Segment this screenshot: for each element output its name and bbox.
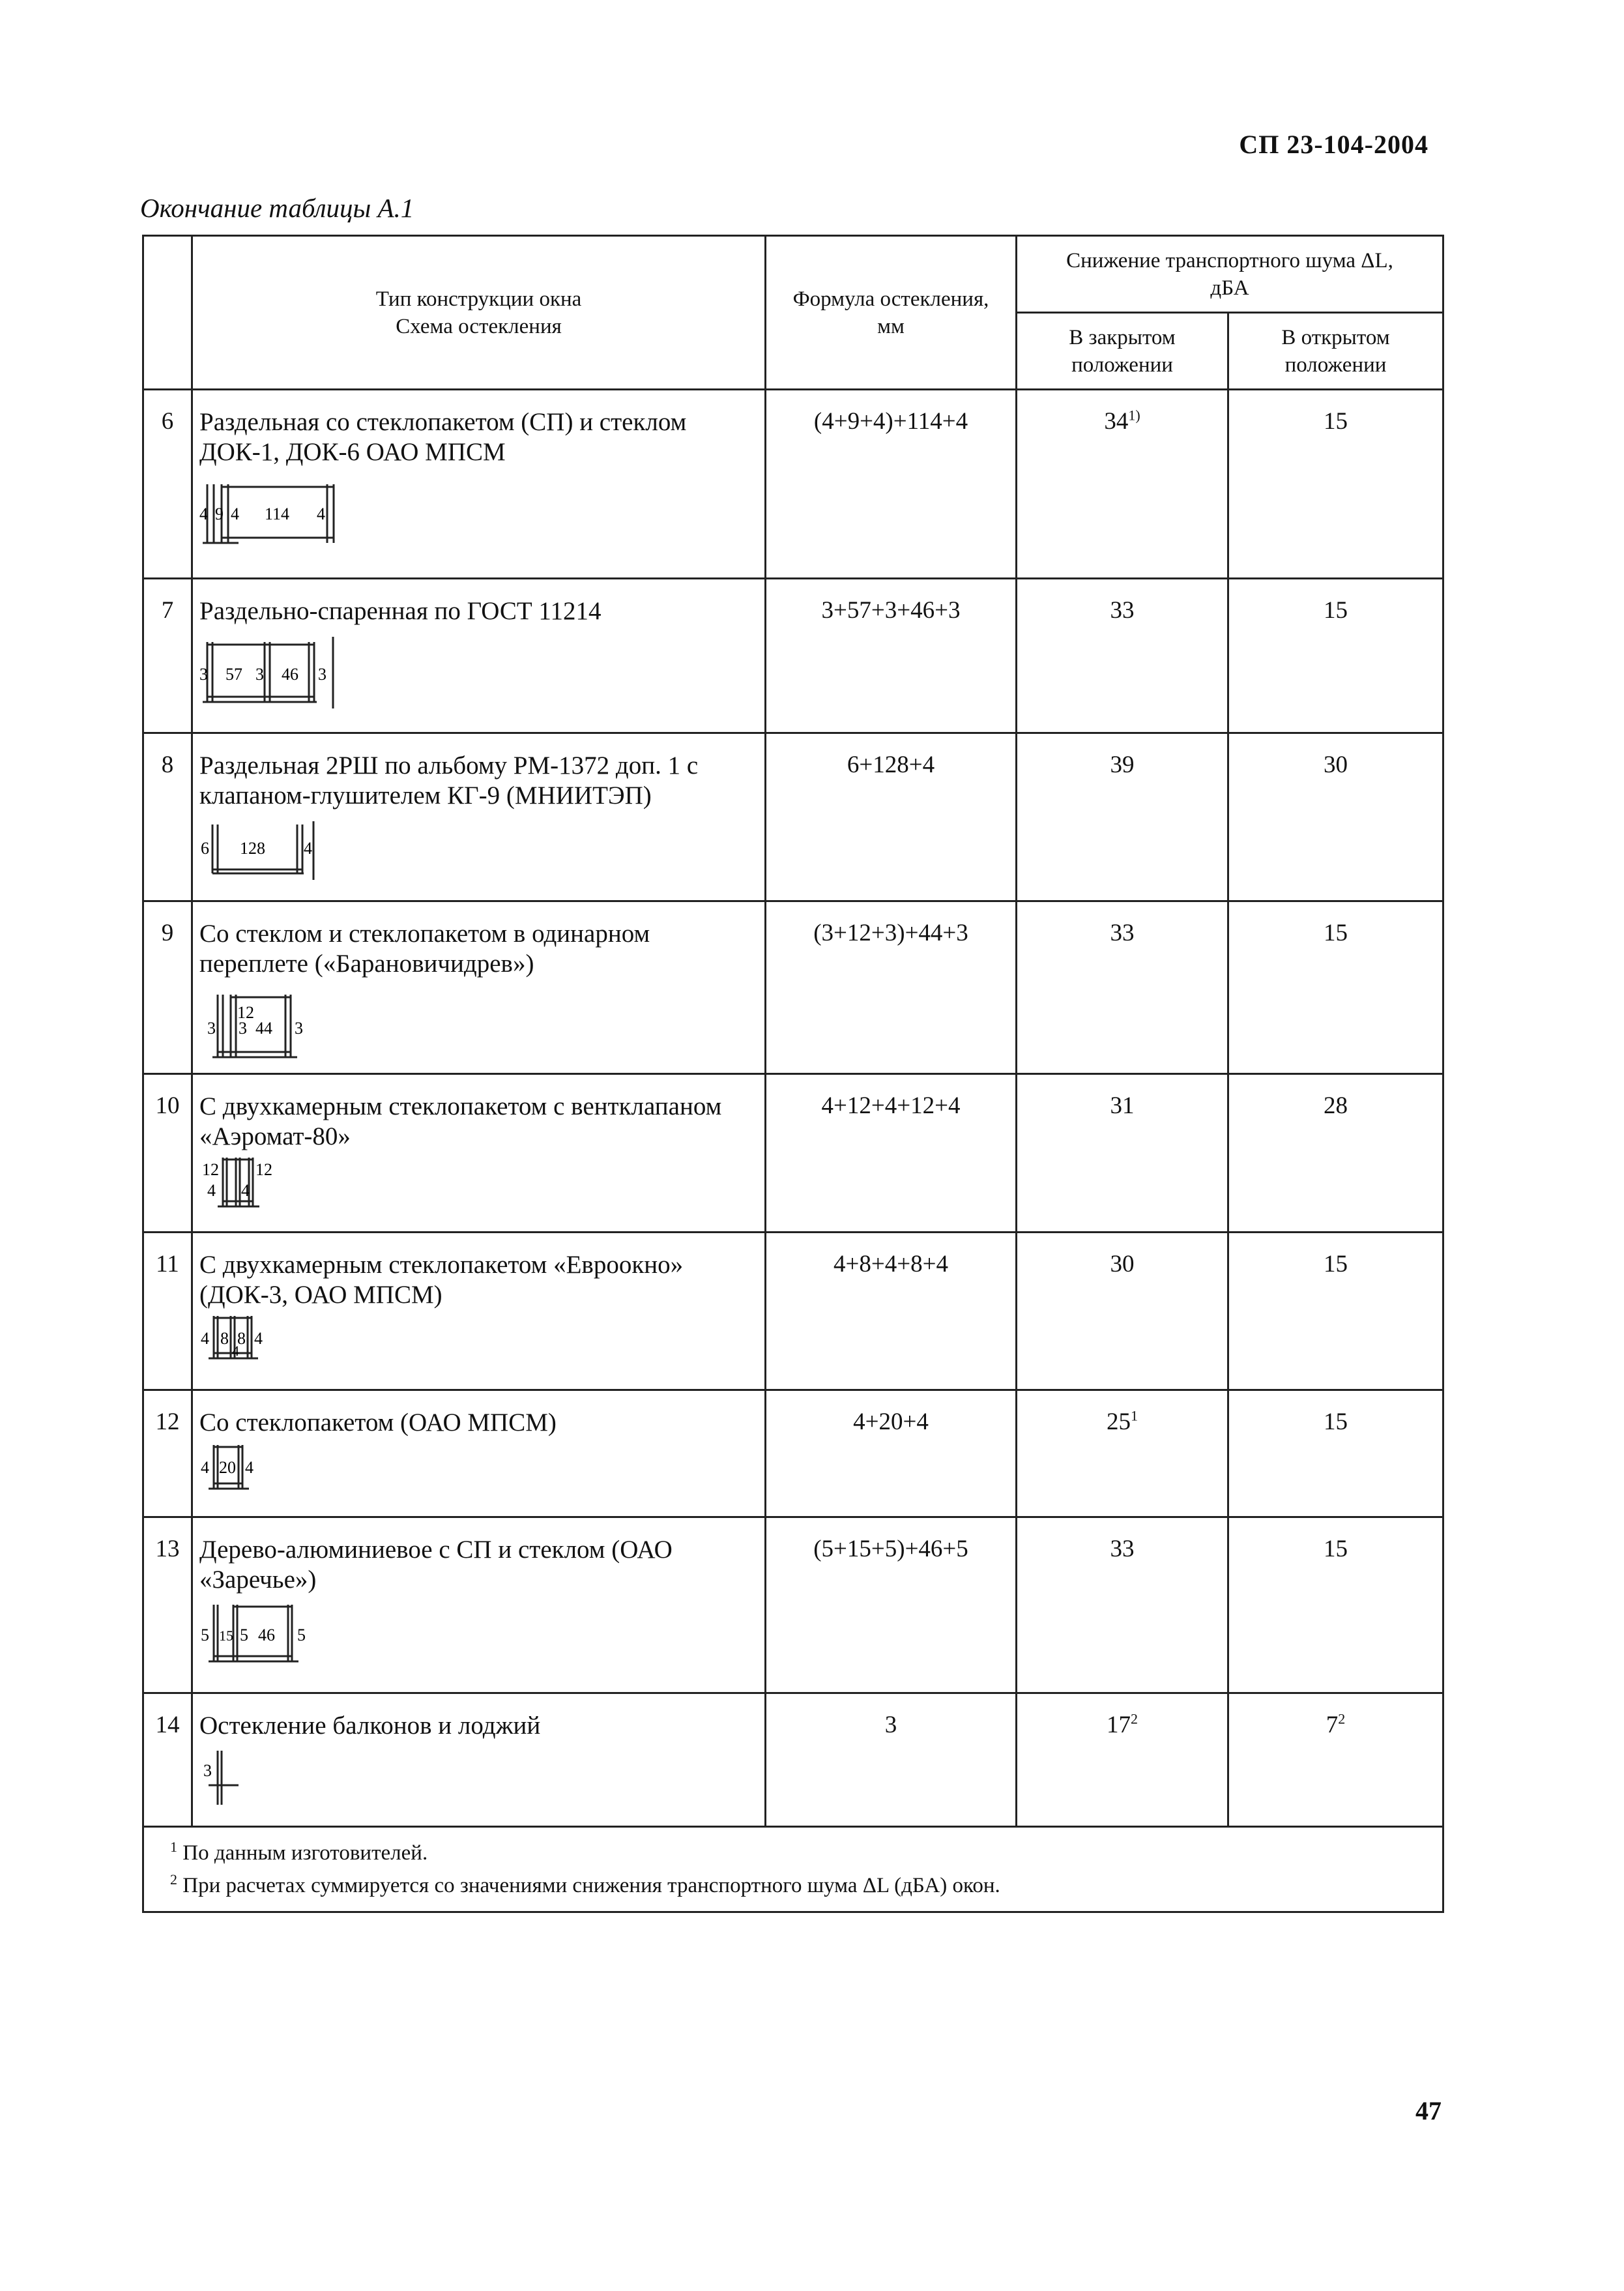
- closed-value-cell: $25^1$: [1017, 1390, 1228, 1517]
- schema-label: 8: [237, 1329, 246, 1348]
- schema-label: 3: [318, 665, 326, 684]
- table-row: [143, 733, 1443, 901]
- row-number: 13: [143, 1517, 192, 1693]
- header-type: Тип конструкции окна Схема остекления: [192, 236, 766, 390]
- schema-label: 114: [265, 504, 290, 523]
- open-value-cell: 15: [1228, 901, 1443, 1074]
- window-type-text: Дерево-алюминиевое с СП и стеклом (ОАО «Заречье»): [199, 1536, 673, 1594]
- footnote-2: $^2$ При расчетах суммируется со значениями снижения транспортного шума ΔL (дБА) окон.: [170, 1871, 1000, 1897]
- schema-label: 15: [219, 1627, 233, 1644]
- closed-value-cell: 34$^{1)}$: [1017, 390, 1228, 579]
- footnote-1: $^1$ По данным изготовителей.: [170, 1839, 428, 1865]
- window-type-cell: [192, 1233, 766, 1390]
- glazing-schema-diagram: [199, 1442, 349, 1494]
- glazing-schema-diagram: [199, 821, 349, 880]
- schema-label: 57: [225, 665, 242, 684]
- document-code: СП 23-104-2004: [1239, 130, 1428, 159]
- glazing-schema-diagram: [199, 1154, 349, 1213]
- open-value-cell: 15: [1228, 579, 1443, 733]
- schema-label: 6: [201, 839, 209, 858]
- open-value-cell: 15: [1228, 390, 1443, 579]
- window-type-cell: [192, 901, 766, 1074]
- row-number: 12: [143, 1390, 192, 1517]
- schema-label: 4: [241, 1181, 250, 1200]
- header-noise-reduction: Снижение транспортного шума ΔL, дБА: [1017, 236, 1443, 313]
- glazing-schema: [199, 821, 757, 880]
- window-type-text: С двухкамерным стеклопакетом «Евроокно» (ДОК-3, ОАО МПСМ): [199, 1251, 684, 1309]
- window-type-cell: [192, 1517, 766, 1693]
- row-number: 14: [143, 1693, 192, 1827]
- schema-label: 4: [317, 504, 325, 523]
- schema-label: 20: [219, 1458, 236, 1477]
- table-row: [143, 579, 1443, 733]
- formula-cell: (5+15+5)+46+5: [766, 1517, 1017, 1693]
- window-type-text: Раздельная 2РШ по альбому РМ-1372 доп. 1 с клапаном-глушителем КГ-9 (МНИИТЭП): [199, 752, 699, 810]
- table-row: [143, 1517, 1443, 1693]
- glazing-schema: [199, 637, 757, 708]
- glazing-schema: [199, 1747, 757, 1806]
- row-number: 6: [143, 390, 192, 579]
- header-formula: Формула остекления, мм: [766, 236, 1017, 390]
- window-type-text: С двухкамерным стеклопакетом с вентклапаном «Аэромат-80»: [199, 1092, 722, 1150]
- schema-label: 8: [220, 1329, 229, 1348]
- glazing-schema-diagram: [199, 637, 349, 708]
- schema-label: 3: [203, 1761, 212, 1780]
- glazing-schema-diagram: [199, 1313, 349, 1365]
- closed-value-cell: $17^2$: [1017, 1693, 1228, 1827]
- formula-cell: 6+128+4: [766, 733, 1017, 901]
- open-value-cell: 15: [1228, 1517, 1443, 1693]
- formula-cell: (3+12+3)+44+3: [766, 901, 1017, 1074]
- schema-label: 4: [207, 1181, 216, 1200]
- closed-value-cell: 31: [1017, 1074, 1228, 1233]
- closed-value-cell: 33: [1017, 579, 1228, 733]
- schema-label: 4: [304, 839, 312, 858]
- notes-row: [143, 1827, 1443, 1912]
- closed-value-cell: 33: [1017, 1517, 1228, 1693]
- row-number: 10: [143, 1074, 192, 1233]
- glazing-table: [142, 235, 1444, 1913]
- table-row: [143, 1693, 1443, 1827]
- glazing-schema-diagram: [199, 989, 349, 1061]
- open-value-cell: 30: [1228, 733, 1443, 901]
- glazing-schema: [199, 1313, 757, 1365]
- schema-label: 46: [282, 665, 298, 684]
- glazing-schema-diagram: [199, 1747, 349, 1806]
- glazing-schema: [199, 478, 757, 549]
- formula-cell: 3+57+3+46+3: [766, 579, 1017, 733]
- closed-value-cell: 39: [1017, 733, 1228, 901]
- schema-label: 4: [201, 1458, 209, 1477]
- header-closed: В закрытом положении: [1017, 313, 1228, 390]
- closed-value-cell: 33: [1017, 901, 1228, 1074]
- formula-cell: (4+9+4)+114+4: [766, 390, 1017, 579]
- schema-label: 5: [201, 1626, 209, 1644]
- window-type-cell: [192, 1693, 766, 1827]
- row-number: 9: [143, 901, 192, 1074]
- schema-label: 9: [215, 504, 224, 523]
- glazing-schema: [199, 1601, 757, 1667]
- table-row: [143, 901, 1443, 1074]
- header-open: В открытом положении: [1228, 313, 1443, 390]
- schema-label: 44: [255, 1019, 272, 1038]
- schema-label: 5: [240, 1626, 248, 1644]
- schema-label: 12: [237, 1003, 254, 1022]
- table-row: [143, 1074, 1443, 1233]
- row-number: 7: [143, 579, 192, 733]
- schema-label: 3: [207, 1019, 216, 1038]
- table-row: [143, 390, 1443, 579]
- schema-label: 3: [239, 1019, 247, 1038]
- formula-cell: 3: [766, 1693, 1017, 1827]
- table-caption: Окончание таблицы А.1: [140, 193, 414, 223]
- schema-label: 4: [245, 1458, 254, 1477]
- table-row: [143, 1233, 1443, 1390]
- window-type-cell: [192, 390, 766, 579]
- window-type-cell: [192, 733, 766, 901]
- schema-label: 4: [254, 1329, 263, 1348]
- schema-label: 4: [199, 504, 208, 523]
- schema-label: 12: [255, 1160, 272, 1179]
- notes-cell: [143, 1827, 1443, 1912]
- schema-label: 12: [202, 1160, 219, 1179]
- closed-value-cell: 30: [1017, 1233, 1228, 1390]
- open-value-cell: 15: [1228, 1390, 1443, 1517]
- window-type-cell: [192, 579, 766, 733]
- glazing-schema: [199, 1154, 757, 1213]
- schema-label: 3: [255, 665, 264, 684]
- row-number: 11: [143, 1233, 192, 1390]
- open-value-cell: 28: [1228, 1074, 1443, 1233]
- glazing-schema-diagram: [199, 478, 349, 549]
- glazing-schema: [199, 989, 757, 1061]
- schema-label: 3: [199, 665, 208, 684]
- window-type-text: Раздельная со стеклопакетом (СП) и стеклом ДОК-1, ДОК-6 ОАО МПСМ: [199, 408, 687, 466]
- table-row: [143, 1390, 1443, 1517]
- formula-cell: 4+8+4+8+4: [766, 1233, 1017, 1390]
- header-number-cell: [143, 236, 192, 390]
- formula-cell: 4+12+4+12+4: [766, 1074, 1017, 1233]
- window-type-cell: [192, 1074, 766, 1233]
- glazing-schema-diagram: [199, 1601, 349, 1667]
- schema-label: 5: [297, 1626, 306, 1644]
- row-number: 8: [143, 733, 192, 901]
- formula-cell: 4+20+4: [766, 1390, 1017, 1517]
- schema-label: 4: [201, 1329, 209, 1348]
- window-type-text: Раздельно-спаренная по ГОСТ 11214: [199, 597, 602, 625]
- window-type-text: Со стеклопакетом (ОАО МПСМ): [199, 1408, 557, 1437]
- schema-label: 3: [295, 1019, 303, 1038]
- window-type-text: Остекление балконов и лоджий: [199, 1712, 541, 1740]
- open-value-cell: $7^2$: [1228, 1693, 1443, 1827]
- window-type-cell: [192, 1390, 766, 1517]
- glazing-schema: [199, 1442, 757, 1494]
- schema-label: 4: [232, 1343, 239, 1359]
- page-number: 47: [1415, 2096, 1442, 2125]
- window-type-text: Со стеклом и стеклопакетом в одинарном переплете («Барановичидрев»): [199, 920, 650, 978]
- schema-label: 128: [240, 839, 265, 858]
- schema-label: 46: [258, 1626, 275, 1644]
- open-value-cell: 15: [1228, 1233, 1443, 1390]
- schema-label: 4: [231, 504, 239, 523]
